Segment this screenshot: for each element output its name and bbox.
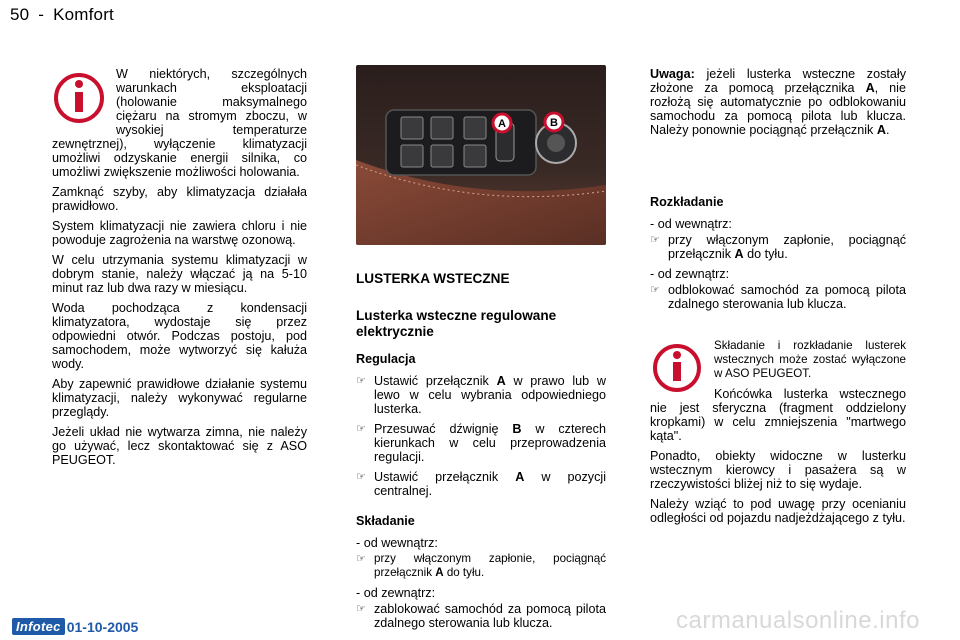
climate-p7: Jeżeli układ nie wytwarza zimna, nie należy go używać, lecz skontaktować się z ASO PEUGEOT.	[52, 425, 307, 467]
section-title: Komfort	[53, 5, 114, 24]
climate-p2: Zamknąć szyby, aby klimatyzacja działała prawidłowo.	[52, 185, 307, 213]
info-icon	[650, 339, 704, 397]
column-climate	[52, 67, 307, 473]
column-mirrors	[356, 65, 606, 636]
outside-label: - od zewnątrz:	[650, 267, 730, 281]
infotec-logo: Infotec	[12, 618, 65, 635]
list-item: ☞ przy włączonym zapłonie, pociągnąć przełącznik A do tyłu.	[650, 233, 906, 261]
footer-date: 01-10-2005	[66, 618, 139, 635]
climate-p4: W celu utrzymania systemu klimatyzacji w dobrym stanie, należy włączać ją na 5-10 minut raz lub dwa razy w miesiącu.	[52, 253, 307, 295]
inside-label: - od wewnątrz:	[650, 217, 732, 231]
header-separator: -	[38, 5, 45, 24]
mirror-switch-photo	[356, 65, 606, 245]
hand-pointer-icon: ☞	[356, 423, 366, 435]
info-paragraph-4: Należy wziąć to pod uwagę przy ocenianiu odległości od pojazdu nadjeżdżającego z tyłu.	[650, 497, 906, 525]
adjust-heading: Regulacja	[356, 352, 416, 366]
page-header	[10, 5, 118, 25]
climate-intro: W niektórych, szczególnych warunkach eksploatacji (holowanie maksymalnego ciężaru na stromym zboczu, w wysokiej temperaturze zewnętrznej), wyłączenie klimatyzacji umożliwi odzyskanie energii silnika, co umożliwi zwiększenie możliwości holowania.	[52, 67, 307, 179]
climate-p5: Woda pochodząca z kondensacji klimatyzatora, wydostaje się przez odpowiedni otwór. Podczas postoju, pod samochodem, może wytworzyć się kałuża wody.	[52, 301, 307, 371]
watermark: carmanualsonline.info	[676, 607, 920, 634]
list-item: ☞ przy włączonym zapłonie, pociągnąć przełącznik A do tyłu.	[356, 552, 606, 579]
list-item: ☞ Ustawić przełącznik A w pozycji centralnej.	[356, 470, 606, 498]
outside-label: - od zewnątrz:	[356, 586, 436, 600]
note-paragraph: Uwaga: jeżeli lusterka wsteczne zostały złożone za pomocą przełącznika A, nie rozłożą się automatycznie po odblokowaniu samochodu za pomocą pilota lub klucza. Należy ponownie pociągnąć przełącznik A.	[650, 67, 906, 137]
climate-p6: Aby zapewnić prawidłowe działanie systemu klimatyzacji, należy wykonywać regularne przeglądy.	[52, 377, 307, 419]
unfold-heading: Rozkładanie	[650, 195, 724, 209]
hand-pointer-icon: ☞	[356, 553, 366, 565]
photo-label-b: B	[550, 117, 558, 129]
hand-pointer-icon: ☞	[650, 284, 660, 296]
section-heading: LUSTERKA WSTECZNE	[356, 271, 510, 286]
list-item: ☞ zablokować samochód za pomocą pilota zdalnego sterowania lub klucza.	[356, 602, 606, 630]
list-item: ☞ Przesuwać dźwignię B w czterech kierunkach w celu przeprowadzenia regulacji.	[356, 422, 606, 464]
info-icon	[52, 67, 106, 129]
info-paragraph-1: Składanie i rozkładanie lusterek wstecznych może zostać wyłączone w ASO PEUGEOT.	[714, 339, 906, 380]
list-item: ☞ Ustawić przełącznik A w prawo lub w lewo w celu wybrania odpowiedniego lusterka.	[356, 374, 607, 416]
footer	[12, 618, 138, 635]
column-notes	[650, 67, 906, 531]
fold-heading: Składanie	[356, 514, 415, 528]
hand-pointer-icon: ☞	[650, 234, 660, 246]
climate-p3: System klimatyzacji nie zawiera chloru i nie powoduje zagrożenia na warstwę ozonową.	[52, 219, 307, 247]
hand-pointer-icon: ☞	[356, 603, 366, 615]
inside-label: - od wewnątrz:	[356, 536, 438, 550]
info-paragraph-3: Ponadto, obiekty widoczne w lusterku wstecznym kierowcy i pasażera są w rzeczywistości bliżej niż to się wydaje.	[650, 449, 906, 491]
subsection-heading: Lusterka wsteczne regulowane elektrycznie	[356, 308, 557, 339]
info-paragraph-2: Końcówka lusterka wstecznego nie jest sferyczna (fragment oddzielony kropkami) w celu zmniejszenia "martwego kąta".	[650, 387, 906, 443]
hand-pointer-icon: ☞	[356, 471, 366, 483]
list-item: ☞ odblokować samochód za pomocą pilota zdalnego sterowania lub klucza.	[650, 283, 906, 311]
page-number: 50	[10, 5, 30, 24]
hand-pointer-icon: ☞	[356, 375, 366, 387]
photo-label-a: A	[498, 118, 506, 130]
